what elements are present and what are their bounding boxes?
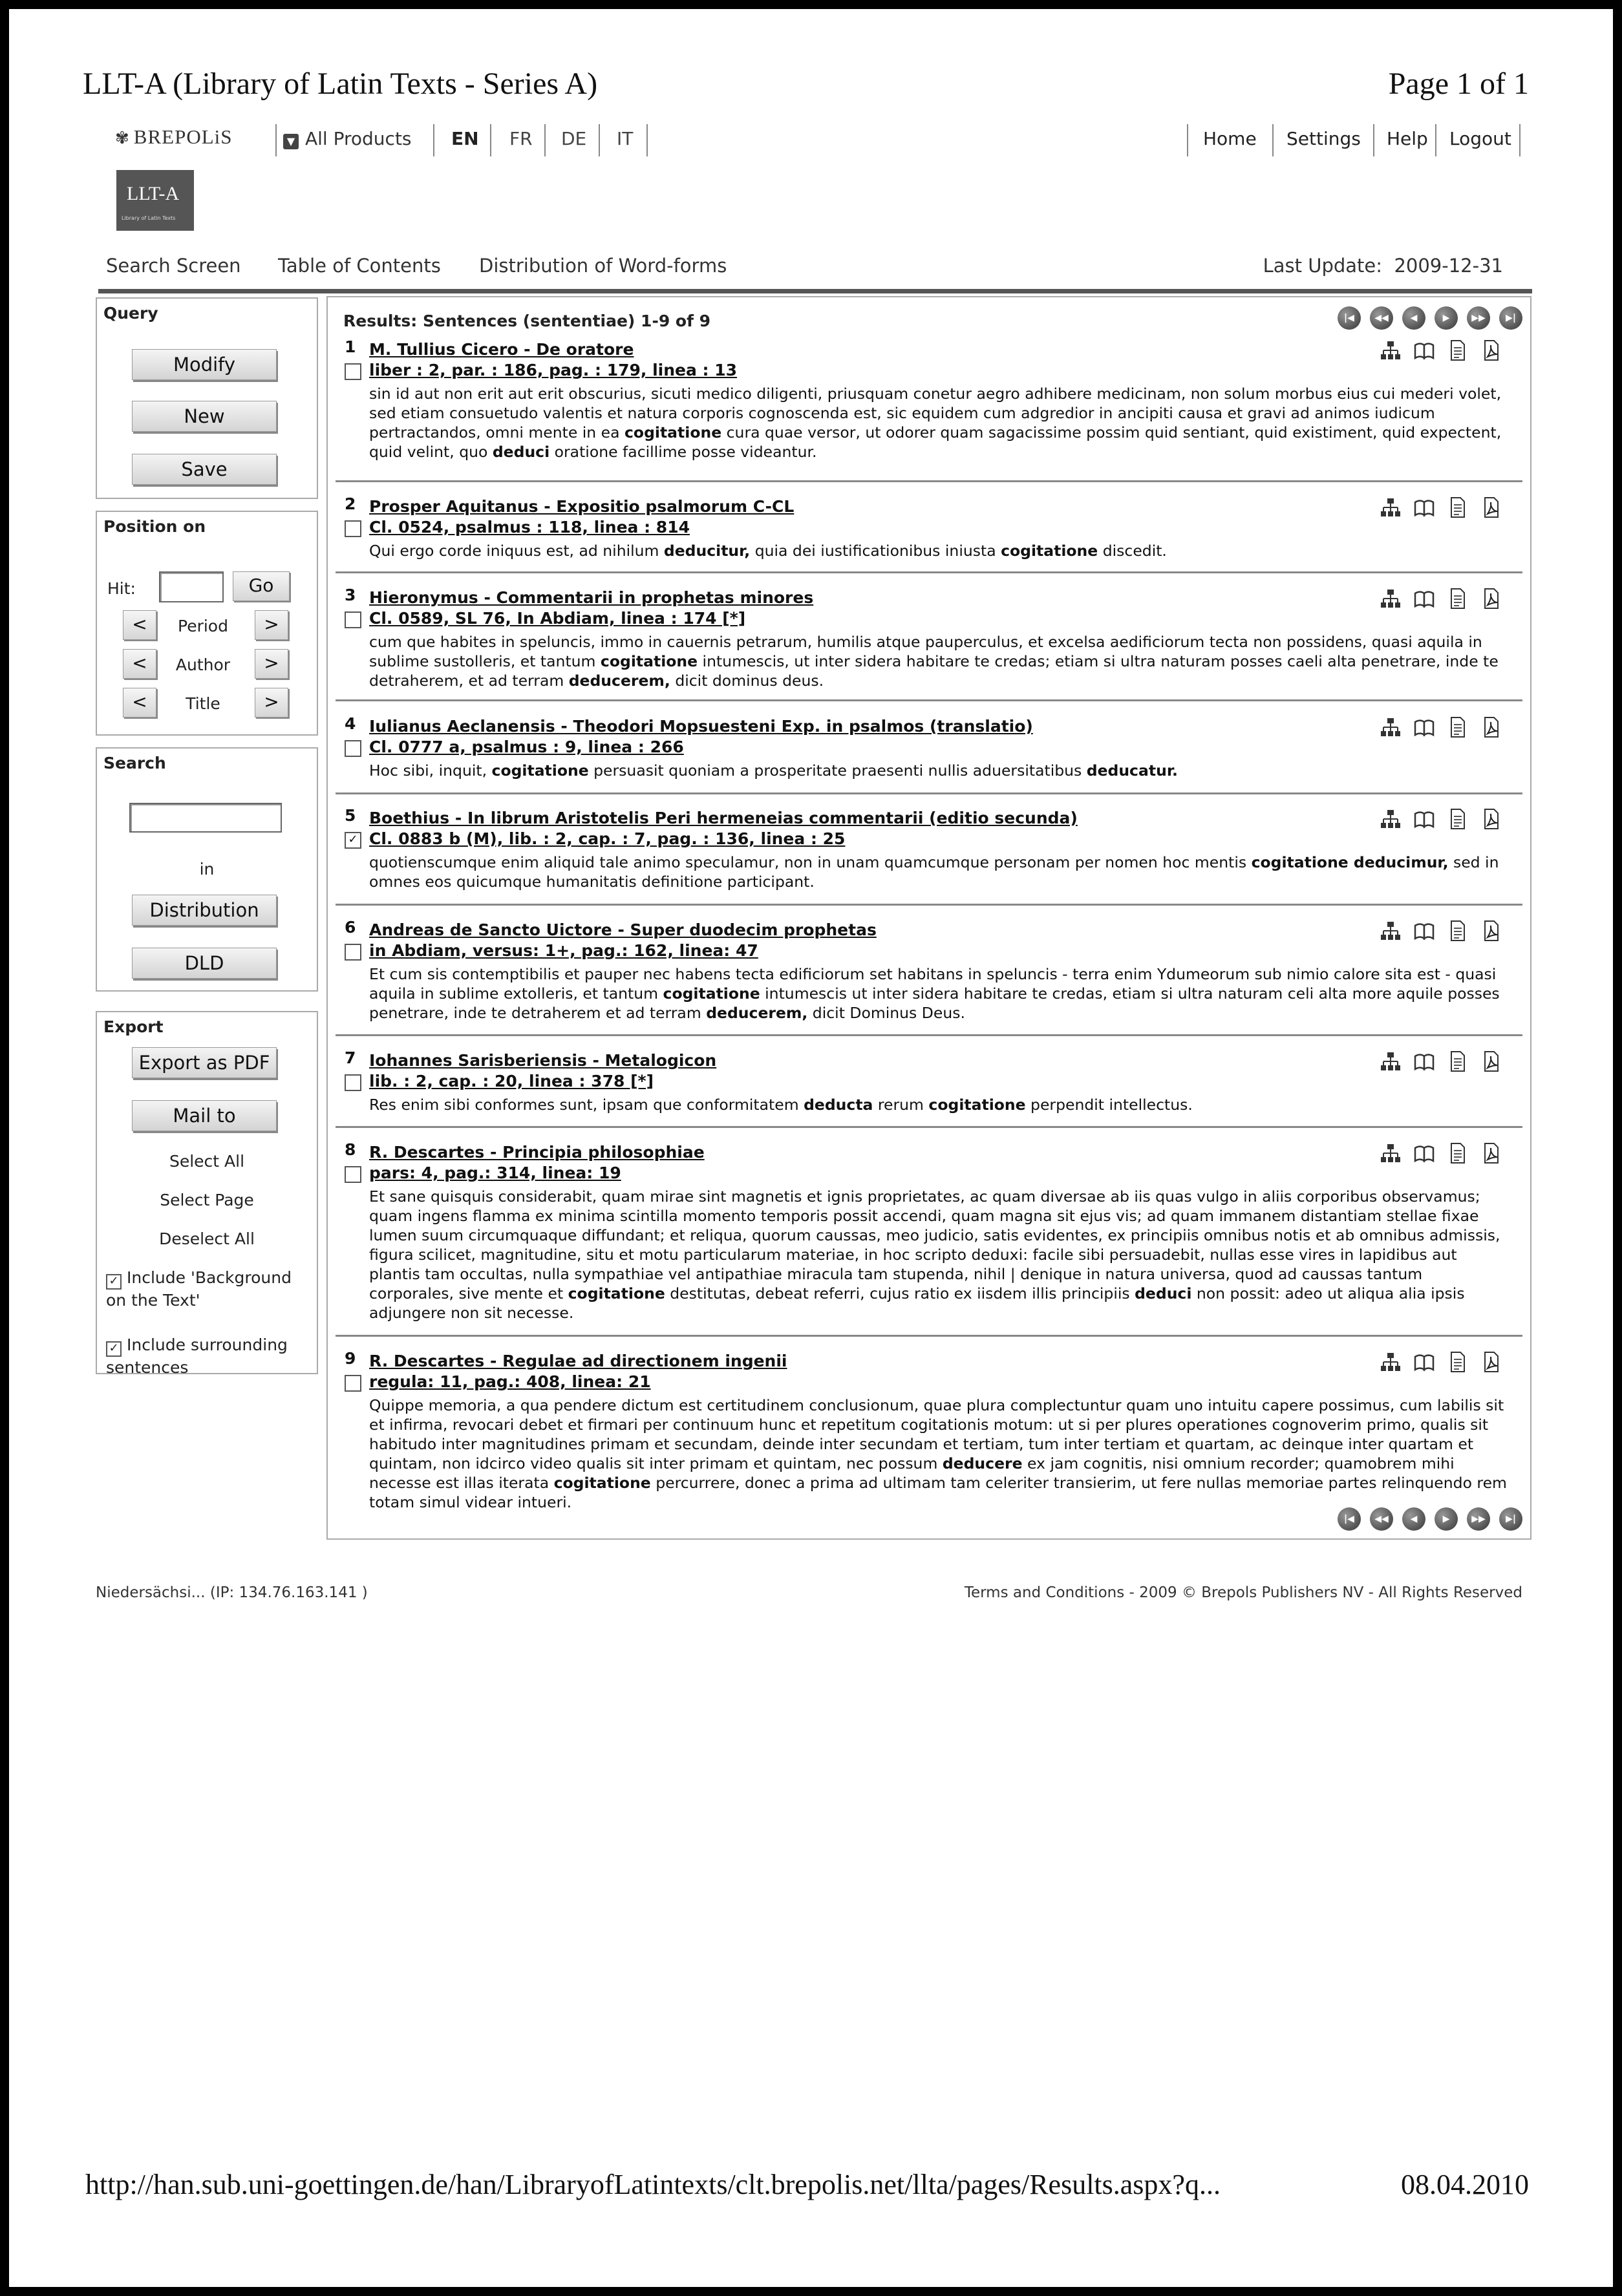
result-actions <box>1374 1140 1522 1166</box>
result-actions <box>1374 806 1522 832</box>
save-button[interactable]: Save <box>132 454 277 485</box>
include-background-checkbox[interactable]: ✓ <box>106 1274 122 1290</box>
modify-button[interactable]: Modify <box>132 349 277 380</box>
llta-logo-subtext: Library of Latin Texts <box>122 215 176 221</box>
result-title-link[interactable]: Prosper Aquitanus - Expositio psalmorum C-CL <box>369 497 795 516</box>
sitemap-icon[interactable] <box>1379 919 1402 942</box>
title-prev-button[interactable]: < <box>123 688 156 717</box>
divider <box>1187 124 1188 156</box>
result-reference-link[interactable]: Cl. 0777 a, psalmus : 9, linea : 266 <box>369 738 684 756</box>
period-label: Period <box>178 617 228 635</box>
result-actions <box>1374 1048 1522 1074</box>
document-icon[interactable] <box>1446 1350 1469 1374</box>
result-separator <box>336 1034 1522 1036</box>
print-date: 08.04.2010 <box>1401 2169 1529 2200</box>
brepolis-logo[interactable] <box>115 125 233 149</box>
result-reference-link[interactable]: Cl. 0524, psalmus : 118, linea : 814 <box>369 518 690 537</box>
llta-logo[interactable] <box>116 170 194 231</box>
distribution-word-forms-link[interactable]: Distribution of Word-forms <box>479 255 727 277</box>
divider <box>646 124 648 156</box>
select-page-link[interactable]: Select Page <box>160 1191 254 1209</box>
position-panel-title: Position on <box>103 517 206 536</box>
last-update-label: Last Update: <box>1263 255 1383 277</box>
document-icon[interactable] <box>1446 716 1469 739</box>
go-button[interactable]: Go <box>233 571 290 601</box>
title-next-button[interactable]: > <box>255 688 288 717</box>
include-background-label: Include 'Background on the Text' <box>106 1268 292 1310</box>
period-prev-button[interactable]: < <box>123 610 156 640</box>
result-separator <box>336 792 1522 794</box>
sitemap-icon[interactable] <box>1379 716 1402 739</box>
document-icon[interactable] <box>1446 496 1469 519</box>
divider <box>1373 124 1374 156</box>
result-separator <box>336 699 1522 701</box>
book-icon[interactable] <box>1413 919 1436 942</box>
author-prev-button[interactable]: < <box>123 649 156 679</box>
result-text: quotienscumque enim aliquid tale animo speculamur, non in unam quamcumque personam per nomen hoc mentis cogitatione deducimur, sed in omnes eos quicumque humanitatis definitione participant. <box>369 853 1499 891</box>
sitemap-icon[interactable] <box>1379 339 1402 362</box>
book-icon[interactable] <box>1413 716 1436 739</box>
document-icon[interactable] <box>1446 587 1469 610</box>
pdf-icon[interactable] <box>1480 1142 1503 1165</box>
pdf-icon[interactable] <box>1480 1050 1503 1073</box>
pdf-icon[interactable] <box>1480 496 1503 519</box>
next-block-button[interactable]: ▶▶ <box>1467 306 1490 330</box>
result-actions <box>1374 494 1522 520</box>
result-checkbox[interactable]: ✓ <box>345 832 361 849</box>
result-text: sin id aut non erit aut erit obscurius, sicuti medico diligenti, priusquam conetur aegro adhibere medicinam, non solum morbus eius cui mederi volet, sed etiam consuetudo valentis et natura corporis cognoscenda est, sic equidem cum adgredior in ancipiti causa et gravi ad animos iudicum pertractandos, omni mente in ea cogitatione cura quae versor, ut odorer quam sagacissime possim quid sentiant, quid existiment, quid expectent, quid velint, quo deduci oratione facillime posse videantur. <box>369 385 1502 461</box>
document-icon[interactable] <box>1446 1050 1469 1073</box>
nav-logout[interactable]: Logout <box>1449 128 1511 149</box>
hit-label: Hit: <box>107 579 136 598</box>
export-panel-title: Export <box>103 1017 164 1036</box>
divider <box>490 124 491 156</box>
prev-block-button[interactable]: ◀◀ <box>1370 306 1393 330</box>
pdf-icon[interactable] <box>1480 1350 1503 1374</box>
next-block-button[interactable]: ▶▶ <box>1467 1507 1490 1531</box>
nav-help[interactable]: Help <box>1387 128 1428 149</box>
first-page-button[interactable]: |◀ <box>1338 1507 1361 1531</box>
result-number: 8 <box>345 1140 356 1159</box>
prev-page-button[interactable]: ◀ <box>1402 306 1425 330</box>
result-reference-link[interactable]: Cl. 0589, SL 76, In Abdiam, linea : 174 [*] <box>369 609 746 628</box>
query-panel-title: Query <box>103 304 158 323</box>
divider <box>433 124 434 156</box>
result-text: Qui ergo corde iniquus est, ad nihilum deducitur, quia dei iustificationibus iniusta cogitatione discedit. <box>369 542 1167 560</box>
lang-en[interactable]: EN <box>451 128 479 149</box>
sitemap-icon[interactable] <box>1379 807 1402 831</box>
include-surrounding-checkbox[interactable]: ✓ <box>106 1341 122 1357</box>
result-number: 9 <box>345 1349 356 1368</box>
result-reference-link[interactable]: lib. : 2, cap. : 20, linea : 378 [*] <box>369 1072 654 1090</box>
document-icon[interactable] <box>1446 807 1469 831</box>
book-icon[interactable] <box>1413 807 1436 831</box>
result-reference-link[interactable]: pars: 4, pag.: 314, linea: 19 <box>369 1164 621 1182</box>
divider <box>544 124 546 156</box>
last-page-button[interactable]: ▶| <box>1499 306 1522 330</box>
pager-bottom <box>1338 1507 1519 1533</box>
result-reference-link[interactable]: regula: 11, pag.: 408, linea: 21 <box>369 1372 651 1391</box>
book-icon[interactable] <box>1413 496 1436 519</box>
author-label: Author <box>175 655 231 674</box>
result-separator <box>336 1335 1522 1337</box>
result-reference-link[interactable]: liber : 2, par. : 186, pag. : 179, linea : 13 <box>369 361 738 379</box>
search-input[interactable] <box>129 803 282 833</box>
pdf-icon[interactable] <box>1480 716 1503 739</box>
all-products-link[interactable] <box>283 128 412 149</box>
print-page-number: Page 1 of 1 <box>1388 67 1529 101</box>
sitemap-icon[interactable] <box>1379 1050 1402 1073</box>
position-panel <box>96 511 318 736</box>
llta-logo-text: LLT-A <box>127 183 180 204</box>
include-surrounding-label: Include surrounding sentences <box>106 1335 288 1377</box>
result-title-link[interactable]: R. Descartes - Regulae ad directionem ingenii <box>369 1352 787 1370</box>
result-separator <box>336 1126 1522 1128</box>
new-button[interactable]: New <box>132 401 277 432</box>
brepolis-logo-text: BREPOLiS <box>133 125 233 148</box>
result-checkbox[interactable] <box>345 1074 361 1091</box>
result-title-link[interactable]: Iulianus Aeclanensis - Theodori Mopsuesteni Exp. in psalmos (translatio) <box>369 717 1033 736</box>
divider <box>1272 124 1274 156</box>
result-number: 4 <box>345 714 356 733</box>
top-bar <box>109 120 1521 165</box>
search-panel-title: Search <box>103 754 166 772</box>
result-actions <box>1374 586 1522 611</box>
sitemap-icon[interactable] <box>1379 1142 1402 1165</box>
author-next-button[interactable]: > <box>255 649 288 679</box>
pdf-icon[interactable] <box>1480 807 1503 831</box>
sitemap-icon[interactable] <box>1379 587 1402 610</box>
hit-input[interactable] <box>159 571 224 602</box>
result-text: Et sane quisquis considerabit, quam mirae sint magnetis et ignis proprietates, ac quam diversae ab iis quas vulgo in aliis corporibus observamus; quam ingens flamma ex minima scintilla momento temporis possit accendi, quam magna sit ejus vis; ad quam immanem distantiam stellae fixae lumen suum circumquaque diffundant; et reliqua, quorum caussas, meo judicio, satis evidentes, ex principiis omnibus notis et ab omnibus admissis, figura scilicet, magnitudine, situ et motu particularum materiae, in hoc scripto deduxi: facile sibi persuadebit, nullas esse vires in lapidibus aut plantis tam occultas, nulla sympathiae vel antipathiae miracula tam stupenda, nihil | denique in natura universa, quod ad caussas tantum corporales, sive mente et cogitatione destitutas, debeat referri, cujus ratio ex iisdem illis principiis deduci non possit: adeo ut aliqua alia ipsis adjungere non sit necesse. <box>369 1187 1500 1322</box>
next-page-button[interactable]: ▶ <box>1435 1507 1458 1531</box>
lang-de[interactable]: DE <box>561 128 587 149</box>
result-number: 7 <box>345 1048 356 1067</box>
result-separator <box>336 904 1522 906</box>
result-title-link[interactable]: M. Tullius Cicero - De oratore <box>369 340 634 359</box>
result-reference-link[interactable]: Cl. 0883 b (M), lib. : 2, cap. : 7, pag. : 136, linea : 25 <box>369 829 846 848</box>
result-reference-link[interactable]: in Abdiam, versus: 1+, pag.: 162, linea: 47 <box>369 941 758 960</box>
result-text: Res enim sibi conformes sunt, ipsam que conformitatem deducta rerum cogitatione perpendit intellectus. <box>369 1096 1193 1114</box>
result-actions <box>1374 337 1522 363</box>
include-background-option[interactable] <box>106 1267 313 1312</box>
pdf-icon[interactable] <box>1480 919 1503 942</box>
dropdown-icon: ▼ <box>283 134 299 149</box>
result-separator <box>336 480 1522 482</box>
divider <box>275 124 277 156</box>
first-page-button[interactable]: |◀ <box>1338 306 1361 330</box>
result-title-link[interactable]: Iohannes Sarisberiensis - Metalogicon <box>369 1051 717 1070</box>
result-number: 3 <box>345 586 356 604</box>
result-title-link[interactable]: Boethius - In librum Aristotelis Peri hermeneias commentarii (editio secunda) <box>369 809 1078 827</box>
brepolis-emblem-icon: ✾ <box>115 129 130 147</box>
include-surrounding-option[interactable] <box>106 1334 313 1379</box>
deselect-all-link[interactable]: Deselect All <box>159 1229 255 1248</box>
document-icon[interactable] <box>1446 919 1469 942</box>
print-url: http://han.sub.uni-goettingen.de/han/LibraryofLatintexts/clt.brepolis.net/llta/pages/Results.aspx?q... <box>85 2169 1221 2200</box>
result-actions <box>1374 714 1522 740</box>
divider <box>1435 124 1436 156</box>
book-icon[interactable] <box>1413 339 1436 362</box>
divider <box>1519 124 1521 156</box>
result-checkbox[interactable] <box>345 363 361 380</box>
document-icon[interactable] <box>1446 339 1469 362</box>
result-number: 2 <box>345 494 356 513</box>
nav-settings[interactable]: Settings <box>1286 128 1361 149</box>
result-checkbox[interactable] <box>345 1375 361 1392</box>
pager-top <box>1338 306 1519 332</box>
result-text: Quippe memoria, a qua pendere dictum est certitudinem conclusionum, quae plura complectuntur quam uno intuitu capere possimus, cum labilis sit et infirma, revocari debet et firmari per continuum hunc et repetitum cogitationis motum: ut si per plures operationes cognoverim primo, qualis sit habitudo inter magnitudines primam et secundam, deinde inter secundam et tertiam, tum inter tertiam et quartam, ac deinque inter quartam et quintam, non idcirco video qualis sit inter primam et quintam, nec possum deducere ex jam cognitis, nisi omnium recorder; quamobrem mihi necesse est illas iterata cogitatione percurrere, donec a prima ad ultimam tam celeriter transierim, ut fere nullas memoriae partes relinquendo rem totam simul videar intueri. <box>369 1396 1507 1511</box>
dld-button[interactable]: DLD <box>132 948 277 979</box>
result-checkbox[interactable] <box>345 520 361 537</box>
result-number: 5 <box>345 806 356 825</box>
last-update <box>1263 255 1503 277</box>
result-checkbox[interactable] <box>345 1166 361 1183</box>
prev-page-button[interactable]: ◀ <box>1402 1507 1425 1531</box>
query-panel <box>96 297 318 499</box>
nav-home[interactable]: Home <box>1203 128 1257 149</box>
sitemap-icon[interactable] <box>1379 1350 1402 1374</box>
lang-it[interactable]: IT <box>617 128 634 149</box>
table-of-contents-link[interactable]: Table of Contents <box>278 255 441 277</box>
book-icon[interactable] <box>1413 1142 1436 1165</box>
book-icon[interactable] <box>1413 1350 1436 1374</box>
title-label: Title <box>186 694 220 713</box>
document-icon[interactable] <box>1446 1142 1469 1165</box>
next-page-button[interactable]: ▶ <box>1435 306 1458 330</box>
result-number: 1 <box>345 337 356 356</box>
result-text: Hoc sibi, inquit, cogitatione persuasit quoniam a prosperitate praesenti nullis aduersitatibus deducatur. <box>369 761 1178 780</box>
print-header-title: LLT-A (Library of Latin Texts - Series A) <box>83 67 598 101</box>
period-next-button[interactable]: > <box>255 610 288 640</box>
divider <box>599 124 600 156</box>
result-actions <box>1374 918 1522 944</box>
pdf-icon[interactable] <box>1480 339 1503 362</box>
search-panel <box>96 747 318 992</box>
result-text: Et cum sis contemptibilis et pauper nec habens tecta edificiorum set habitans in speluncis - terra enim Ydumeorum sub nimio calore sita est - quasi aquila in sublime extolleris, et tantum cogitatione intumescis ut inter sidera habitare te credas, etiam si ultra naturam celi alta more aquile posses penetrare, inde te detraherem et ad terram deducerem, dicit Dominus Deus. <box>369 965 1500 1022</box>
result-text: cum que habites in speluncis, immo in cauernis petrarum, humilis atque pauperculus, et excelsa aedificiorum tecta non possidens, quasi aquila in sublime sustolleris, et tantum cogitatione intumescis, ut inter sidera habitare te credas; etiam si ultra naturam posses caeli alta penetrare, inde te detraherem, et ad terram deducerem, dicit dominus deus. <box>369 633 1499 690</box>
all-products-label: All Products <box>305 128 412 149</box>
result-checkbox[interactable] <box>345 740 361 757</box>
result-title-link[interactable]: R. Descartes - Principia philosophiae <box>369 1143 705 1162</box>
result-title-link[interactable]: Andreas de Sancto Uictore - Super duodecim prophetas <box>369 920 877 939</box>
distribution-button[interactable]: Distribution <box>132 895 277 926</box>
mail-to-button[interactable]: Mail to <box>132 1100 277 1131</box>
result-checkbox[interactable] <box>345 944 361 961</box>
prev-block-button[interactable]: ◀◀ <box>1370 1507 1393 1531</box>
book-icon[interactable] <box>1413 587 1436 610</box>
last-update-value: 2009-12-31 <box>1394 255 1503 277</box>
export-panel <box>96 1011 318 1377</box>
results-title: Results: Sentences (sententiae) 1-9 of 9 <box>343 312 711 330</box>
book-icon[interactable] <box>1413 1050 1436 1073</box>
result-actions <box>1374 1349 1522 1375</box>
printed-page <box>9 9 1613 2287</box>
search-screen-link[interactable]: Search Screen <box>106 255 241 277</box>
result-separator <box>336 571 1522 573</box>
sitemap-icon[interactable] <box>1379 496 1402 519</box>
results-panel <box>326 296 1531 1540</box>
last-page-button[interactable]: ▶| <box>1499 1507 1522 1531</box>
in-label: in <box>199 860 215 878</box>
result-number: 6 <box>345 918 356 937</box>
result-checkbox[interactable] <box>345 611 361 628</box>
pdf-icon[interactable] <box>1480 587 1503 610</box>
result-title-link[interactable]: Hieronymus - Commentarii in prophetas minores <box>369 588 814 607</box>
header-rule <box>98 289 1532 293</box>
footer-ip: Niedersächsi... (IP: 134.76.163.141 ) <box>96 1584 368 1601</box>
export-pdf-button[interactable]: Export as PDF <box>132 1047 277 1078</box>
lang-fr[interactable]: FR <box>509 128 533 149</box>
select-all-link[interactable]: Select All <box>169 1152 245 1171</box>
footer-copyright[interactable]: Terms and Conditions - 2009 © Brepols Publishers NV - All Rights Reserved <box>964 1584 1522 1601</box>
